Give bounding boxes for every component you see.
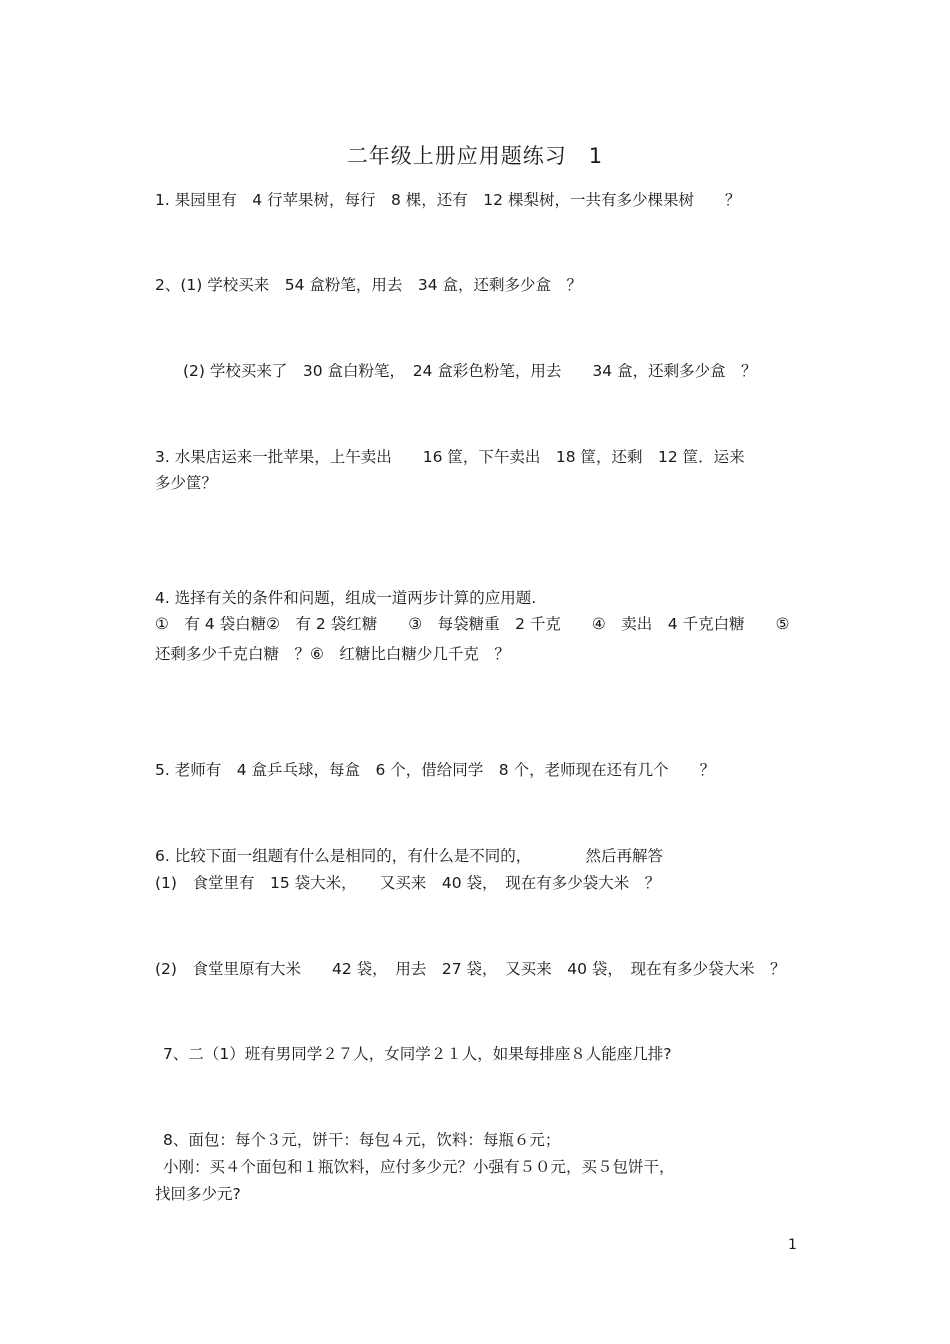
question-4-line-2: ① 有 4 袋白糖② 有 2 袋红糖 ③ 每袋糖重 2 千克 ④ 卖出 4 千克白糖 ⑤ (155, 615, 790, 633)
question-8-line-2: 小刚：买４个面包和１瓶饮料，应付多少元？小强有５０元，买５包饼干， (163, 1158, 675, 1176)
question-4-line-1: 4. 选择有关的条件和问题，组成一道两步计算的应用题. (155, 589, 537, 607)
question-7-line-1: 7、二（1）班有男同学２７人，女同学２１人，如果每排座８人能座几排? (163, 1045, 672, 1063)
page-title: 二年级上册应用题练习 1 (346, 144, 604, 168)
question-3-line-2: 多少筐？ (155, 474, 218, 492)
question-8-line-3: 找回多少元? (155, 1185, 241, 1203)
question-2-part-2-line: (2) 学校买来了 30 盒白粉笔， 24 盒彩色粉笔，用去 34 盒，还剩多少盒 ？ (183, 362, 757, 380)
question-8-line-1: 8、面包：每个３元，饼干：每包４元，饮料：每瓶６元； (163, 1131, 561, 1149)
question-2-part-1-line: 2、(1) 学校买来 54 盒粉笔，用去 34 盒，还剩多少盒 ？ (155, 276, 583, 294)
question-6-line-1: 6. 比较下面一组题有什么是相同的，有什么是不同的， 然后再解答 (155, 847, 663, 865)
question-1-line-1: 1. 果园里有 4 行苹果树，每行 8 棵，还有 12 棵梨树，一共有多少棵果树 ？ (155, 191, 741, 209)
page-number: 1 (788, 1237, 797, 1253)
question-4-line-3: 还剩多少千克白糖 ？⑥ 红糖比白糖少几千克 ？ (155, 645, 510, 663)
question-6-part-2-line: (2) 食堂里原有大米 42 袋， 用去 27 袋， 又买来 40 袋， 现在有多少袋大米 ？ (155, 960, 786, 978)
question-3-line-1: 3. 水果店运来一批苹果，上午卖出 16 筐，下午卖出 18 筐，还剩 12 筐．运来 (155, 448, 745, 466)
question-5-line-1: 5. 老师有 4 盒乒乓球，每盒 6 个，借给同学 8 个，老师现在还有几个 ？ (155, 761, 716, 779)
question-6-line-2: (1) 食堂里有 15 袋大米， 又买来 40 袋， 现在有多少袋大米 ？ (155, 874, 661, 892)
